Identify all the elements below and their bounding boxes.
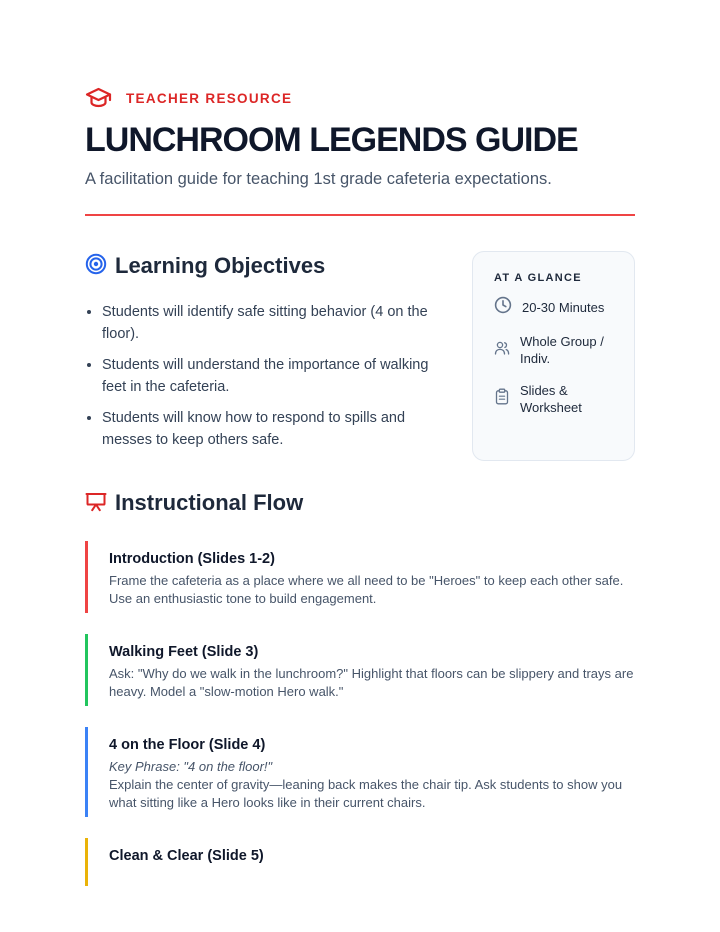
eyebrow [85, 86, 635, 110]
step-title: 4 on the Floor (Slide 4) [109, 737, 266, 753]
step-description: Ask: "Why do we walk in the lunchroom?" Highlight that floors can be slippery and trays are heavy. Model a "slow-motion Hero walk." [109, 666, 634, 699]
objectives-row [85, 252, 635, 461]
graduation-cap-icon [85, 87, 112, 109]
at-a-glance-card [472, 251, 635, 461]
step-title: Introduction (Slides 1-2) [109, 551, 275, 567]
eyebrow-label: TEACHER RESOURCE [126, 90, 293, 106]
users-icon [494, 340, 510, 361]
flow-steps [85, 541, 635, 886]
step-title: Clean & Clear (Slide 5) [109, 848, 264, 864]
at-a-glance-heading: AT A GLANCE [494, 272, 582, 284]
instructional-flow-heading: Instructional Flow [115, 490, 304, 515]
flow-step-walking-feet [85, 634, 635, 706]
header-divider [85, 214, 635, 216]
objective-item: • Students will know how to respond to spills and messes to keep others safe. [102, 408, 430, 451]
learning-objectives-section [85, 252, 430, 461]
clock-icon [494, 296, 512, 319]
target-icon [85, 253, 107, 280]
objective-item: • Students will identify safe sitting behavior (4 on the floor). [102, 302, 430, 345]
step-title: Walking Feet (Slide 3) [109, 644, 259, 660]
learning-objectives-heading: Learning Objectives [115, 253, 326, 278]
glance-item-grouping [494, 333, 616, 368]
step-description: Frame the cafeteria as a place where we all need to be "Heroes" to keep each other safe. Use an enthusiastic tone to build engagement. [109, 573, 624, 606]
glance-item-materials [494, 382, 616, 417]
page-title: LUNCHROOM LEGENDS GUIDE [85, 121, 578, 159]
step-description: Explain the center of gravity—leaning back makes the chair tip. Ask students to show you what sitting like a Hero looks like in their current chairs. [109, 777, 623, 810]
instructional-flow-header [85, 489, 635, 517]
objectives-list [85, 302, 430, 451]
page-subtitle: A facilitation guide for teaching 1st grade cafeteria expectations. [85, 170, 552, 188]
glance-item-label: 20-30 Minutes [522, 299, 605, 315]
clipboard-icon [494, 388, 510, 410]
flow-step-introduction [85, 541, 635, 613]
presentation-icon [85, 490, 107, 517]
flow-step-clean-and-clear [85, 838, 635, 886]
learning-objectives-header [85, 252, 430, 280]
glance-item-duration [494, 296, 616, 319]
glance-item-label: Slides & Worksheet [520, 382, 582, 415]
objective-item: • Students will understand the importance of walking feet in the cafeteria. [102, 355, 430, 398]
glance-item-label: Whole Group / Indiv. [520, 333, 604, 366]
flow-step-four-on-the-floor [85, 727, 635, 817]
step-key-phrase: Key Phrase: "4 on the floor!" [109, 759, 273, 774]
